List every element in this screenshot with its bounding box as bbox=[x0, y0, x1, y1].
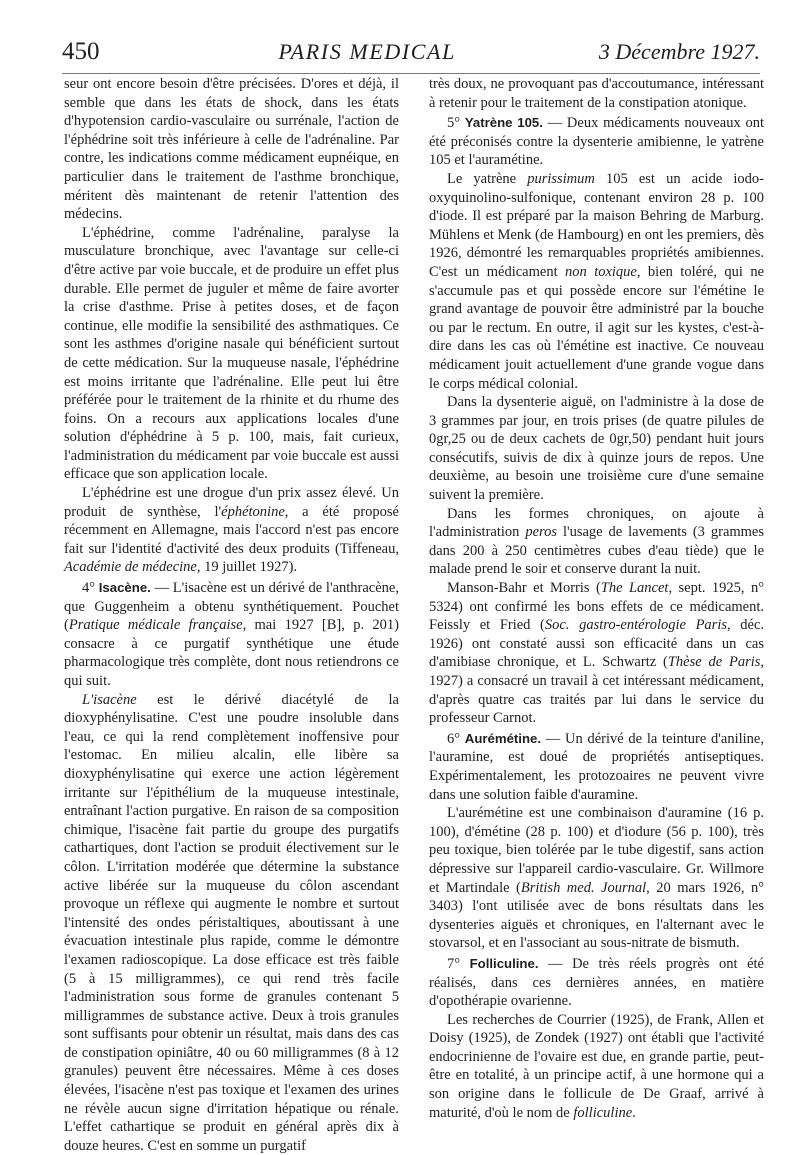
paragraph: Dans les formes chroniques, on ajoute à l'administration peros l'usage de lavements (3 grammes dans 200 à 250 centimètres cubes d'eau tiède) que le malade prend le soir et conserve durant la nuit. bbox=[429, 505, 765, 578]
section-heading: Folliculine. bbox=[469, 955, 539, 971]
paragraph: très doux, ne provoquant pas d'accoutumance, intéressant à retenir pour le traitement de la constipation atonique. bbox=[429, 76, 764, 111]
paragraph: Manson-Bahr et Morris (The Lancet, sept. 1925, n° 5324) ont confirmé les bons effets de ce médicament. Feissly et Fried (Soc. gastro-entérologie Paris, déc. 1926) ont constaté aussi son efficacité dans un cas d'amibiase chronique, et L. Schwartz (Thèse de Paris, 1927) a consacré un travail à cet intéressant médicament, d'après quatre cas traités par lui dans le service du professeur Carnot. bbox=[429, 580, 765, 727]
journal-title: PARIS MEDICAL bbox=[278, 39, 456, 64]
paragraph: L'éphédrine, comme l'adrénaline, paralyse la musculature bronchique, avec l'avantage sur celle-ci d'être active par voie buccale, et de produire un effet plus durable. Elle permet de juguler et même de faire avorter la crise d'asthme. Prise à petites doses, et de façon continue, elle modifie la sensibilité des asthmatiques. Ce sont les asthmes d'origine nasale qui bénéficient surtout de cette médication. Sur la muqueuse nasale, l'éphédrine est moins irritante que l'adrénaline. Elle peut lui être préférée pour le traitement de la rhinite et du rhume des foins. On a recours aux applications locales d'une solution d'éphédrine à 5 p. 100, mais, fait curieux, l'administration du médicament par voie buccale est aussi efficace que son application locale. bbox=[64, 224, 399, 483]
paragraph: L'isacène est le dérivé diacétylé de la dioxyphénylisatine. C'est une poudre insoluble dans l'eau, ce qui la rend complètement inoffensive pour l'estomac. En milieu alcalin, elle libère sa dioxyphénylisatine qui exerce une action légèrement irritante sur l'épithélium de la muqueuse intestinale, entraînant l'action purgative. En raison de sa composition chimique, l'isacène fait partie du groupe des purgatifs cathartiques, dont l'action se produit électivement sur le côlon. L'irritation modérée que détermine la substance active libérée sur la muqueuse du côlon ascendant provoque un réflexe qui augmente le nombre et surtout l'intensité des ondes péristaltiques, aboutissant à une évacuation intestinale plus rapide, comme le démontre l'examen radioscopique. La dose efficace est très faible (5 à 15 milligrammes), ce qui rend très facile l'administration sous forme de granules contenant 5 milligrammes de substance active. Deux à trois granules sont suffisants pour obtenir un résultat, mais dans des cas de constipation opiniâtre, 40 ou 60 milligrammes (8 à 12 granules) peuvent être nécessaires. Même à ces doses élevées, l'isacène n'est pas toxique et l'examen des urines ne révèle aucun signe d'irritation hépatique ou rénale. L'effet cathartique se produit en général après dix à douze heures. C'est en somme un purgatif bbox=[64, 691, 399, 1154]
paragraph: seur ont encore besoin d'être précisées. D'ores et déjà, il semble que dans les états de shock, dans les états d'hypotension cardio-vasculaire ou surrénale, l'action de l'éphédrine soit très inférieure à celle de l'adrénaline. Par contre, les indications comme médicament eupnéique, en particulier dans le traitement de l'asthme bronchique, méritent dès maintenant de retenir l'attention des médecins. bbox=[64, 76, 399, 223]
paragraph: L'éphédrine est une drogue d'un prix assez élevé. Un produit de synthèse, l'éphétonine, a été proposé récemment en Allemagne, mais l'accord n'est pas encore fait sur l'identité d'activité des deux produits (Tiffeneau, Académie de médecine, 19 juillet 1927). bbox=[64, 485, 399, 576]
section-heading: Isacène. bbox=[98, 580, 151, 596]
right-column bbox=[429, 75, 764, 1125]
paragraph: L'aurémétine est une combinaison d'auramine (16 p. 100), d'émétine (28 p. 100) et d'iodure (56 p. 100), très peu toxique, bien tolérée par le tube digestif, sans action dépressive sur l'appareil cardio-vasculaire. Gr. Willmore et Martindale (British med. Journal, 20 mars 1926, n° 3403) l'ont utilisée avec de bons résultats dans les dysenteries aiguës et chroniques, en l'alternant avec le stovarsol, et en l'associant au sous-nitrate de bismuth. bbox=[429, 805, 764, 952]
article-body bbox=[64, 75, 765, 1154]
paragraph: Le yatrène purissimum 105 est un acide iodo-oxyquinolino-sulfonique, contenant environ 28 p. 100 d'iode. Il est préparé par la maison Behring de Marburg. Mühlens et Menk (de Hambourg) en ont les premiers, dès 1926, démontré les remarquables propriétés amibiennes. C'est un médicament non toxique, bien toléré, qui ne s'accumule pas et qui possède encore sur l'émétine le grand avantage de pouvoir être administré par la bouche ou par le rectum. En outre, il agit sur les kystes, c'est-à-dire dans les cas où l'émétine est inactive. Ce nouveau médicament jouit actuellement d'une grande vogue dans le corps médical colonial. bbox=[429, 170, 764, 392]
page-number: 450 bbox=[62, 38, 100, 65]
section-auremetine: 6° Aurémétine. — Un dérivé de la teinture d'aniline, l'auramine, est doué de propriétés antiseptiques. Expérimentalement, les protozoaires ne peuvent vivre dans une solution faible d'auramine. bbox=[429, 730, 764, 803]
header-rule bbox=[62, 73, 760, 74]
section-heading: Yatrène 105. bbox=[464, 115, 543, 131]
running-header bbox=[62, 38, 760, 74]
paragraph: Dans la dysenterie aiguë, on l'administre à la dose de 3 grammes par jour, en trois prises (de quatre pilules de 0gr,25 ou de deux cachets de 0gr,50) pendant huit jours consécutifs, suivis de dix à quinze jours de repos. Une deuxième, au besoin une troisième cure d'une semaine suivent la première. bbox=[429, 394, 764, 504]
paragraph: Les recherches de Courrier (1925), de Frank, Allen et Doisy (1925), de Zondek (1927) ont établi que l'activité endocrinienne de l'ovaire est due, en grande partie, peut-être en totalité, à un principe actif, à une hormone qui a son origine dans le follicule de De Graaf, arrivé à maturité, d'où le nom de folliculine. bbox=[429, 1011, 764, 1121]
left-column bbox=[64, 75, 400, 1154]
section-isacene: 4° Isacène. — L'isacène est un dérivé de l'anthracène, que Guggenheim a obtenu synthétiquement. Pouchet (Pratique médicale française, mai 1927 [B], p. 201) consacre à ce purgatif synthétique une étude pharmacologique très complète, dont nous retiendrons ce qui suit. bbox=[64, 580, 400, 689]
issue-date: 3 Décembre 1927. bbox=[598, 39, 760, 64]
section-folliculine: 7° Folliculine. — De très réels progrès ont été réalisés, dans ces dernières années, en matière d'opothérapie ovarienne. bbox=[429, 955, 764, 1010]
section-yatrene: 5° Yatrène 105. — Deux médicaments nouveaux ont été préconisés contre la dysenterie amibienne, le yatrène 105 et l'auramétine. bbox=[429, 115, 764, 169]
section-heading: Aurémétine. bbox=[464, 730, 542, 746]
